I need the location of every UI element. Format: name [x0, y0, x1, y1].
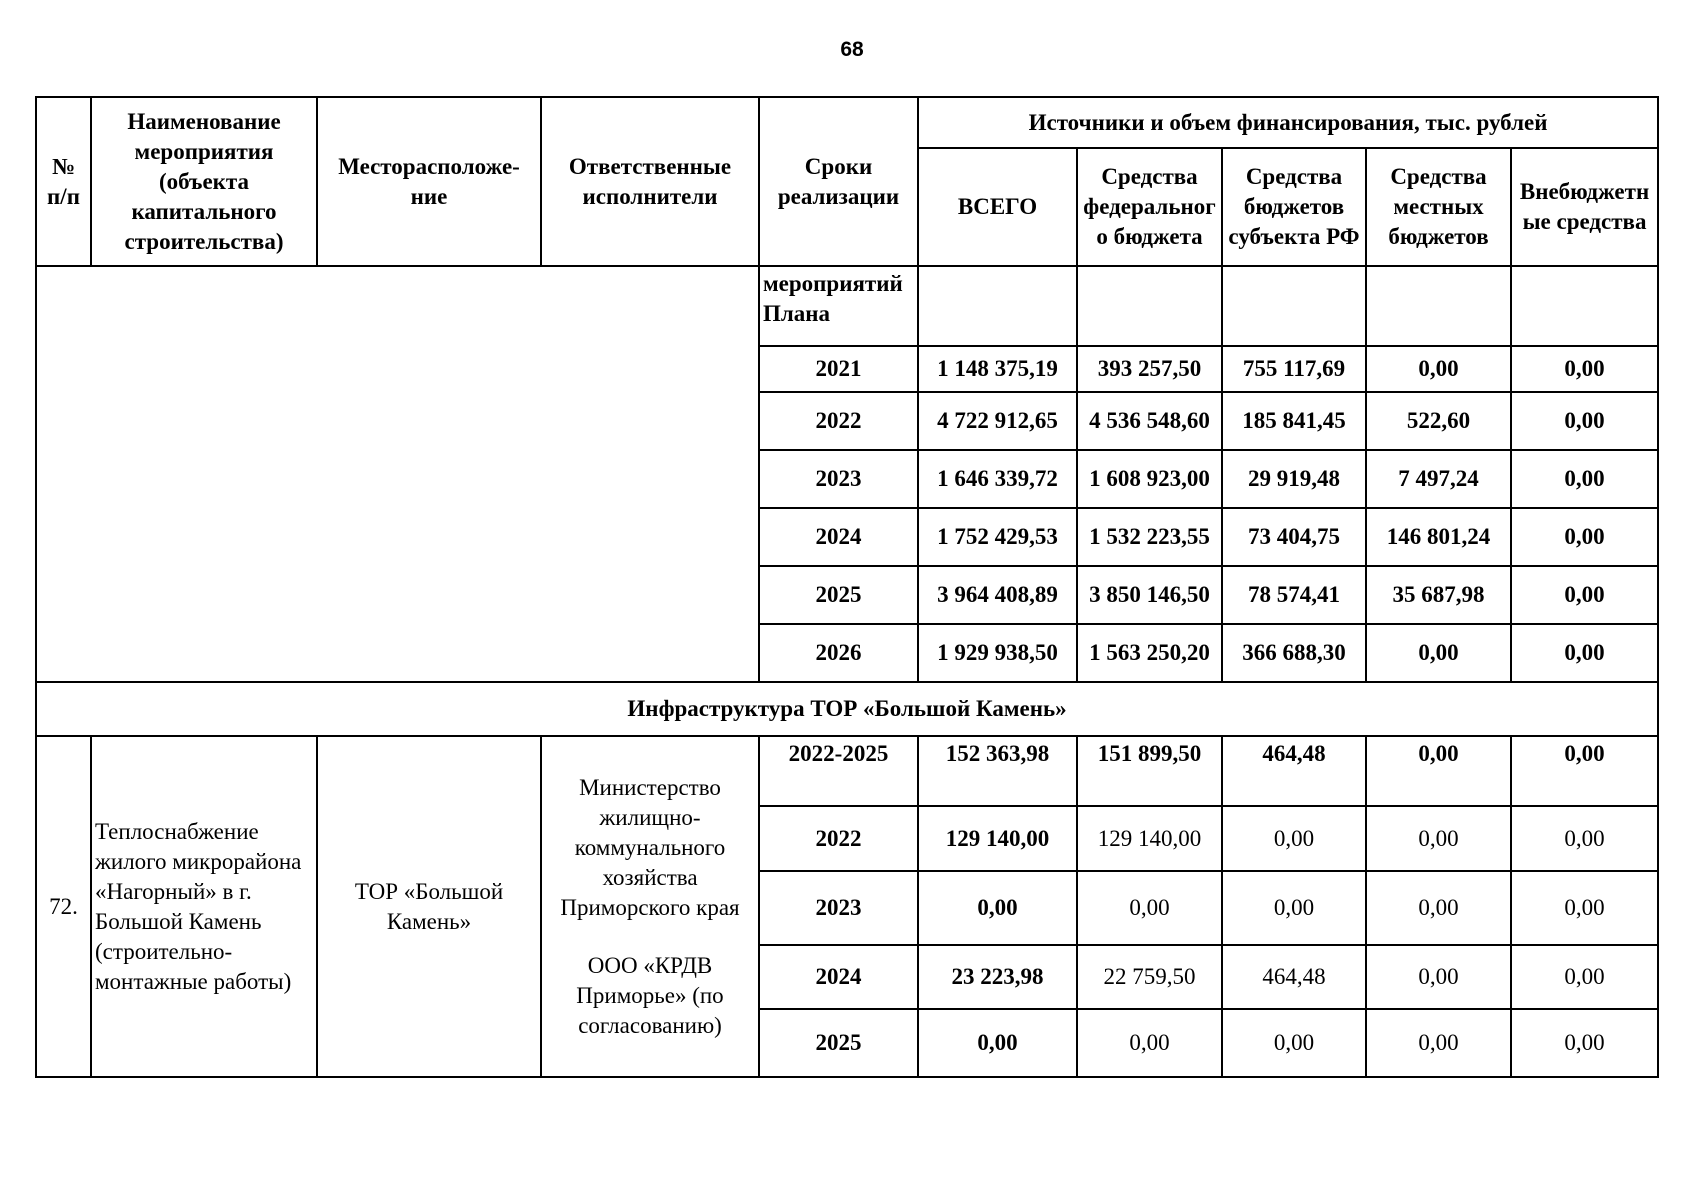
local-cell: 0,00	[1366, 736, 1511, 806]
total-cell: 1 929 938,50	[918, 624, 1077, 682]
extra-cell: 0,00	[1511, 1009, 1658, 1077]
year-cell: 2021	[759, 346, 918, 392]
regional-cell: 755 117,69	[1222, 346, 1366, 392]
page-number: 68	[840, 38, 864, 61]
regional-cell: 185 841,45	[1222, 392, 1366, 450]
header-num: № п/п	[36, 97, 91, 266]
extra-cell: 0,00	[1511, 945, 1658, 1009]
header-period: Сроки реализации	[759, 97, 918, 266]
year-cell: 2022	[759, 806, 918, 871]
federal-cell: 22 759,50	[1077, 945, 1222, 1009]
financing-table	[35, 96, 1659, 1078]
local-cell: 35 687,98	[1366, 566, 1511, 624]
extra-cell: 0,00	[1511, 450, 1658, 508]
federal-cell: 0,00	[1077, 871, 1222, 945]
extra-cell: 0,00	[1511, 392, 1658, 450]
year-cell: 2025	[759, 566, 918, 624]
year-cell: 2024	[759, 508, 918, 566]
header-location: Месторасположе-ние	[317, 97, 541, 266]
local-cell: 146 801,24	[1366, 508, 1511, 566]
year-cell: 2022-2025	[759, 736, 918, 806]
local-cell: 0,00	[1366, 806, 1511, 871]
summary-empty-cell	[36, 266, 759, 682]
federal-cell: 4 536 548,60	[1077, 392, 1222, 450]
total-cell: 129 140,00	[918, 806, 1077, 871]
executor-ministry: Министерство жилищно-коммунального хозяйства Приморского края	[560, 774, 740, 920]
header-regional: Средства бюджетов субъекта РФ	[1222, 148, 1366, 266]
federal-cell: 1 532 223,55	[1077, 508, 1222, 566]
regional-cell: 73 404,75	[1222, 508, 1366, 566]
federal-cell: 151 899,50	[1077, 736, 1222, 806]
extra-cell: 0,00	[1511, 346, 1658, 392]
regional-cell: 0,00	[1222, 871, 1366, 945]
year-cell: 2025	[759, 1009, 918, 1077]
total-cell: 0,00	[918, 871, 1077, 945]
regional-cell: 29 919,48	[1222, 450, 1366, 508]
total-cell: 1 148 375,19	[918, 346, 1077, 392]
year-cell: 2024	[759, 945, 918, 1009]
local-cell: 0,00	[1366, 346, 1511, 392]
executor-krdv: ООО «КРДВ Приморье» (по согласованию)	[576, 952, 724, 1038]
extra-cell: 0,00	[1511, 871, 1658, 945]
item-num: 72.	[36, 736, 91, 1077]
regional-cell: 464,48	[1222, 945, 1366, 1009]
regional-cell: 78 574,41	[1222, 566, 1366, 624]
header-name: Наименование мероприятия (объекта капитального строительства)	[91, 97, 317, 266]
item-location: ТОР «Большой Камень»	[317, 736, 541, 1077]
table-row	[36, 736, 1658, 806]
total-cell: 0,00	[918, 1009, 1077, 1077]
header-row-1	[36, 97, 1658, 148]
total-cell: 1 646 339,72	[918, 450, 1077, 508]
empty-cell	[1222, 266, 1366, 346]
total-cell: 3 964 408,89	[918, 566, 1077, 624]
regional-cell: 464,48	[1222, 736, 1366, 806]
total-cell: 152 363,98	[918, 736, 1077, 806]
year-cell: 2023	[759, 450, 918, 508]
local-cell: 0,00	[1366, 871, 1511, 945]
local-cell: 7 497,24	[1366, 450, 1511, 508]
item-name: Теплоснабжение жилого микрорайона «Нагорный» в г. Большой Камень (строительно-монтажные работы)	[91, 736, 317, 1077]
total-cell: 4 722 912,65	[918, 392, 1077, 450]
summary-label-row	[36, 266, 1658, 346]
header-total: ВСЕГО	[918, 148, 1077, 266]
local-cell: 0,00	[1366, 945, 1511, 1009]
regional-cell: 0,00	[1222, 806, 1366, 871]
header-executors: Ответственные исполнители	[541, 97, 759, 266]
header-extra: Внебюджетные средства	[1511, 148, 1658, 266]
year-cell: 2023	[759, 871, 918, 945]
header-local: Средства местных бюджетов	[1366, 148, 1511, 266]
extra-cell: 0,00	[1511, 806, 1658, 871]
item-executors	[541, 736, 759, 1077]
total-cell: 1 752 429,53	[918, 508, 1077, 566]
empty-cell	[1077, 266, 1222, 346]
extra-cell: 0,00	[1511, 566, 1658, 624]
extra-cell: 0,00	[1511, 624, 1658, 682]
year-cell: 2026	[759, 624, 918, 682]
extra-cell: 0,00	[1511, 508, 1658, 566]
section-row	[36, 682, 1658, 736]
federal-cell: 393 257,50	[1077, 346, 1222, 392]
federal-cell: 3 850 146,50	[1077, 566, 1222, 624]
federal-cell: 129 140,00	[1077, 806, 1222, 871]
empty-cell	[918, 266, 1077, 346]
section-title: Инфраструктура ТОР «Большой Камень»	[36, 682, 1658, 736]
summary-label: мероприятий Плана	[759, 266, 918, 346]
empty-cell	[1366, 266, 1511, 346]
empty-cell	[1511, 266, 1658, 346]
total-cell: 23 223,98	[918, 945, 1077, 1009]
local-cell: 0,00	[1366, 1009, 1511, 1077]
federal-cell: 1 608 923,00	[1077, 450, 1222, 508]
year-cell: 2022	[759, 392, 918, 450]
local-cell: 522,60	[1366, 392, 1511, 450]
extra-cell: 0,00	[1511, 736, 1658, 806]
regional-cell: 0,00	[1222, 1009, 1366, 1077]
local-cell: 0,00	[1366, 624, 1511, 682]
federal-cell: 0,00	[1077, 1009, 1222, 1077]
header-federal: Средства федерального бюджета	[1077, 148, 1222, 266]
federal-cell: 1 563 250,20	[1077, 624, 1222, 682]
header-funding-group: Источники и объем финансирования, тыс. рублей	[918, 97, 1658, 148]
regional-cell: 366 688,30	[1222, 624, 1366, 682]
